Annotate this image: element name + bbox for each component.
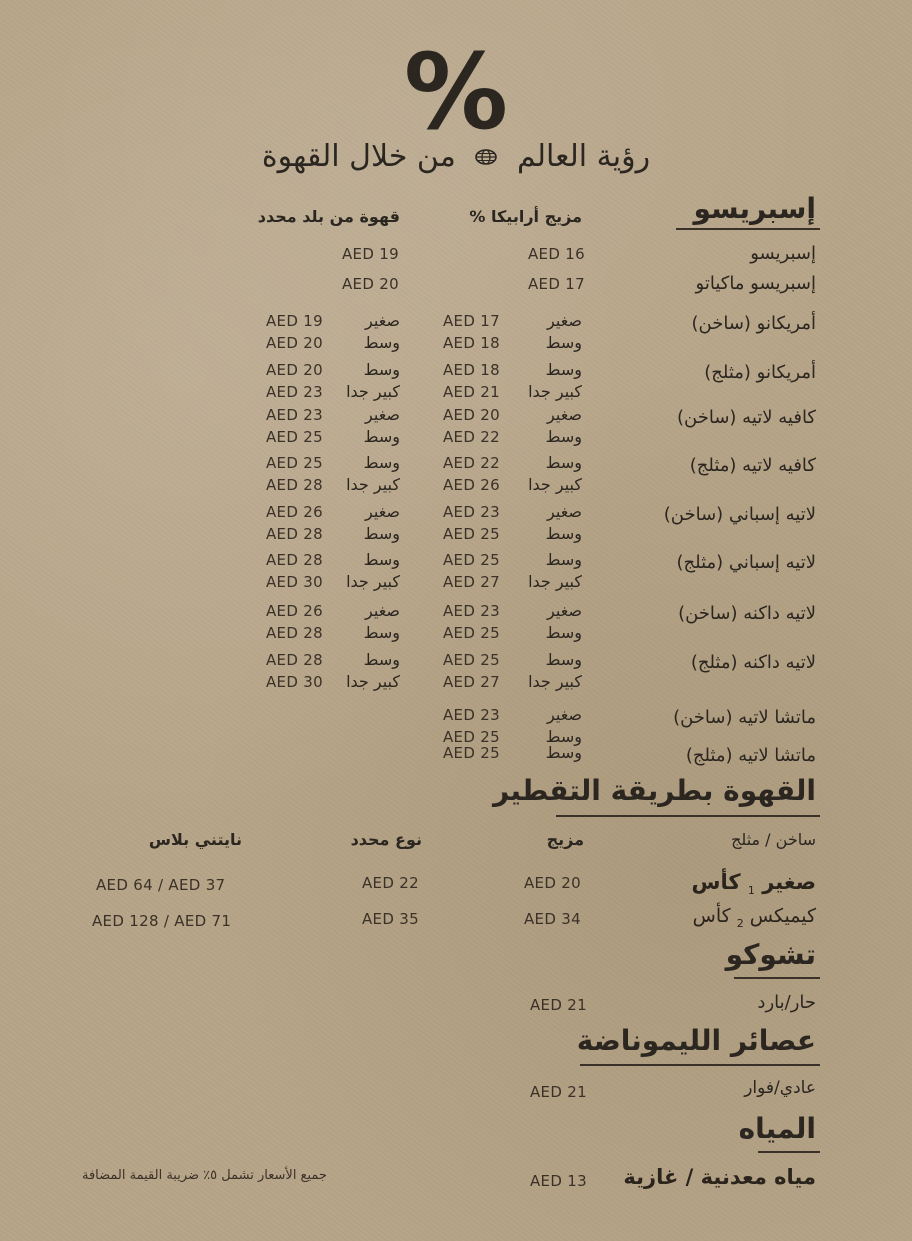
espresso-blend-price: AED 17 <box>528 275 585 293</box>
espresso-item-name: كافيه لاتيه (ساخن) <box>677 407 816 428</box>
espresso-blend-price: AED 25 <box>443 728 500 746</box>
tagline-part-1: رؤية العالم <box>516 139 651 174</box>
water-price: AED 13 <box>530 1172 587 1190</box>
espresso-section-title: إسبريسو <box>693 192 816 225</box>
drip-item-small: صغير $_1$ كأس <box>691 870 816 898</box>
size-label: وسط <box>363 427 400 446</box>
chococo-item: حار/بارد <box>757 992 816 1013</box>
espresso-origin-price: AED 26 <box>266 503 323 521</box>
size-label: وسط <box>545 650 582 669</box>
col-head-drip-blend: مزيج <box>546 830 584 849</box>
size-label: صغير <box>547 601 582 620</box>
espresso-origin-price: AED 19 <box>342 245 399 263</box>
espresso-blend-price: AED 25 <box>443 551 500 569</box>
size-label: وسط <box>363 360 400 379</box>
col-head-drip-type: ساخن / مثلج <box>731 830 816 849</box>
espresso-origin-price: AED 19 <box>266 312 323 330</box>
size-label: وسط <box>363 650 400 669</box>
espresso-blend-price: AED 16 <box>528 245 585 263</box>
espresso-item-name: ماتشا لاتيه (مثلج) <box>685 745 816 766</box>
espresso-item-name: كافيه لاتيه (مثلج) <box>689 455 816 476</box>
size-label: وسط <box>545 550 582 569</box>
espresso-blend-price: AED 18 <box>443 334 500 352</box>
espresso-origin-price: AED 20 <box>266 334 323 352</box>
col-head-drip-ninety: نايتني بلاس <box>148 830 242 849</box>
size-label: صغير <box>547 311 582 330</box>
size-label: وسط <box>545 360 582 379</box>
chococo-section-title: تشوكو <box>725 938 816 971</box>
col-head-drip-origin: نوع محدد <box>350 830 422 849</box>
brand-logo: % <box>403 31 509 153</box>
espresso-item-name: لاتيه داكنه (ساخن) <box>678 603 816 624</box>
espresso-blend-price: AED 23 <box>443 503 500 521</box>
size-label: وسط <box>363 623 400 642</box>
chococo-title-rule <box>734 977 820 979</box>
espresso-blend-price: AED 23 <box>443 706 500 724</box>
size-label: وسط <box>363 550 400 569</box>
water-item: مياه معدنية / غازية <box>623 1165 816 1189</box>
size-label: كبير جدا <box>346 382 400 401</box>
drip-small-origin-price: AED 22 <box>362 874 419 892</box>
espresso-origin-price: AED 20 <box>266 361 323 379</box>
espresso-blend-price: AED 25 <box>443 651 500 669</box>
espresso-blend-price: AED 27 <box>443 573 500 591</box>
col-head-blend: مزيج أرابيكا % <box>469 207 582 226</box>
size-label: وسط <box>363 333 400 352</box>
size-label: كبير جدا <box>528 672 582 691</box>
espresso-blend-price: AED 22 <box>443 428 500 446</box>
tagline-part-2: من خلال القهوة <box>261 139 456 174</box>
size-label: صغير <box>547 405 582 424</box>
espresso-title-rule <box>676 228 820 230</box>
size-label: وسط <box>545 743 582 762</box>
drip-title-rule <box>556 815 820 817</box>
espresso-origin-price: AED 26 <box>266 602 323 620</box>
size-label: صغير <box>365 405 400 424</box>
drip-chemex-origin-price: AED 35 <box>362 910 419 928</box>
size-label: وسط <box>545 453 582 472</box>
col-head-origin: قهوة من بلد محدد <box>257 207 400 226</box>
espresso-blend-price: AED 25 <box>443 744 500 762</box>
espresso-blend-price: AED 17 <box>443 312 500 330</box>
espresso-origin-price: AED 28 <box>266 525 323 543</box>
size-label: صغير <box>547 705 582 724</box>
water-section-title: المياه <box>738 1112 816 1145</box>
espresso-blend-price: AED 22 <box>443 454 500 472</box>
espresso-origin-price: AED 25 <box>266 454 323 472</box>
espresso-origin-price: AED 20 <box>342 275 399 293</box>
espresso-blend-price: AED 23 <box>443 602 500 620</box>
espresso-blend-price: AED 25 <box>443 525 500 543</box>
water-title-rule <box>758 1151 820 1153</box>
espresso-blend-price: AED 27 <box>443 673 500 691</box>
size-label: كبير جدا <box>346 475 400 494</box>
drip-chemex-blend-price: AED 34 <box>524 910 581 928</box>
espresso-item-name: أمريكانو (ساخن) <box>691 313 816 334</box>
drip-small-blend-price: AED 20 <box>524 874 581 892</box>
lemonade-title-rule <box>580 1064 820 1066</box>
espresso-origin-price: AED 23 <box>266 406 323 424</box>
size-label: كبير جدا <box>528 475 582 494</box>
espresso-origin-price: AED 30 <box>266 673 323 691</box>
espresso-origin-price: AED 25 <box>266 428 323 446</box>
size-label: صغير <box>365 311 400 330</box>
vat-footnote: جميع الأسعار تشمل ٥٪ ضريبة القيمة المضافة <box>82 1168 327 1183</box>
size-label: وسط <box>545 524 582 543</box>
espresso-origin-price: AED 23 <box>266 383 323 401</box>
espresso-origin-price: AED 28 <box>266 551 323 569</box>
espresso-item-name: لاتيه داكنه (مثلج) <box>690 652 816 673</box>
espresso-blend-price: AED 25 <box>443 624 500 642</box>
espresso-item-name: لاتيه إسباني (مثلج) <box>676 552 816 573</box>
lemonade-price: AED 21 <box>530 1083 587 1101</box>
espresso-blend-price: AED 21 <box>443 383 500 401</box>
drip-small-ninety-price: AED 64 / AED 37 <box>96 876 226 894</box>
espresso-item-name: إسبريسو ماكياتو <box>695 273 816 294</box>
espresso-item-name: لاتيه إسباني (ساخن) <box>663 504 816 525</box>
size-label: وسط <box>363 453 400 472</box>
espresso-item-name: إسبريسو <box>750 243 816 264</box>
size-label: وسط <box>545 727 582 746</box>
drip-section-title: القهوة بطريقة التقطير <box>493 774 816 807</box>
espresso-blend-price: AED 18 <box>443 361 500 379</box>
size-label: وسط <box>545 427 582 446</box>
lemonade-item: عادي/فوار <box>744 1078 816 1098</box>
espresso-blend-price: AED 26 <box>443 476 500 494</box>
size-label: كبير جدا <box>346 672 400 691</box>
espresso-item-name: ماتشا لاتيه (ساخن) <box>673 707 816 728</box>
tagline <box>0 138 912 174</box>
size-label: كبير جدا <box>528 572 582 591</box>
size-label: وسط <box>545 623 582 642</box>
chococo-price: AED 21 <box>530 996 587 1014</box>
espresso-origin-price: AED 28 <box>266 624 323 642</box>
size-label: كبير جدا <box>346 572 400 591</box>
espresso-blend-price: AED 20 <box>443 406 500 424</box>
size-label: كبير جدا <box>528 382 582 401</box>
size-label: وسط <box>545 333 582 352</box>
drip-chemex-ninety-price: AED 128 / AED 71 <box>92 912 232 930</box>
lemonade-section-title: عصائر الليموناضة <box>576 1024 816 1057</box>
espresso-origin-price: AED 28 <box>266 651 323 669</box>
espresso-origin-price: AED 30 <box>266 573 323 591</box>
espresso-item-name: أمريكانو (مثلج) <box>704 362 816 383</box>
size-label: صغير <box>365 502 400 521</box>
size-label: صغير <box>547 502 582 521</box>
size-label: صغير <box>365 601 400 620</box>
drip-item-chemex: كيميكس $_2$ كأس <box>692 905 816 930</box>
size-label: وسط <box>363 524 400 543</box>
espresso-origin-price: AED 28 <box>266 476 323 494</box>
globe-icon <box>475 146 497 168</box>
